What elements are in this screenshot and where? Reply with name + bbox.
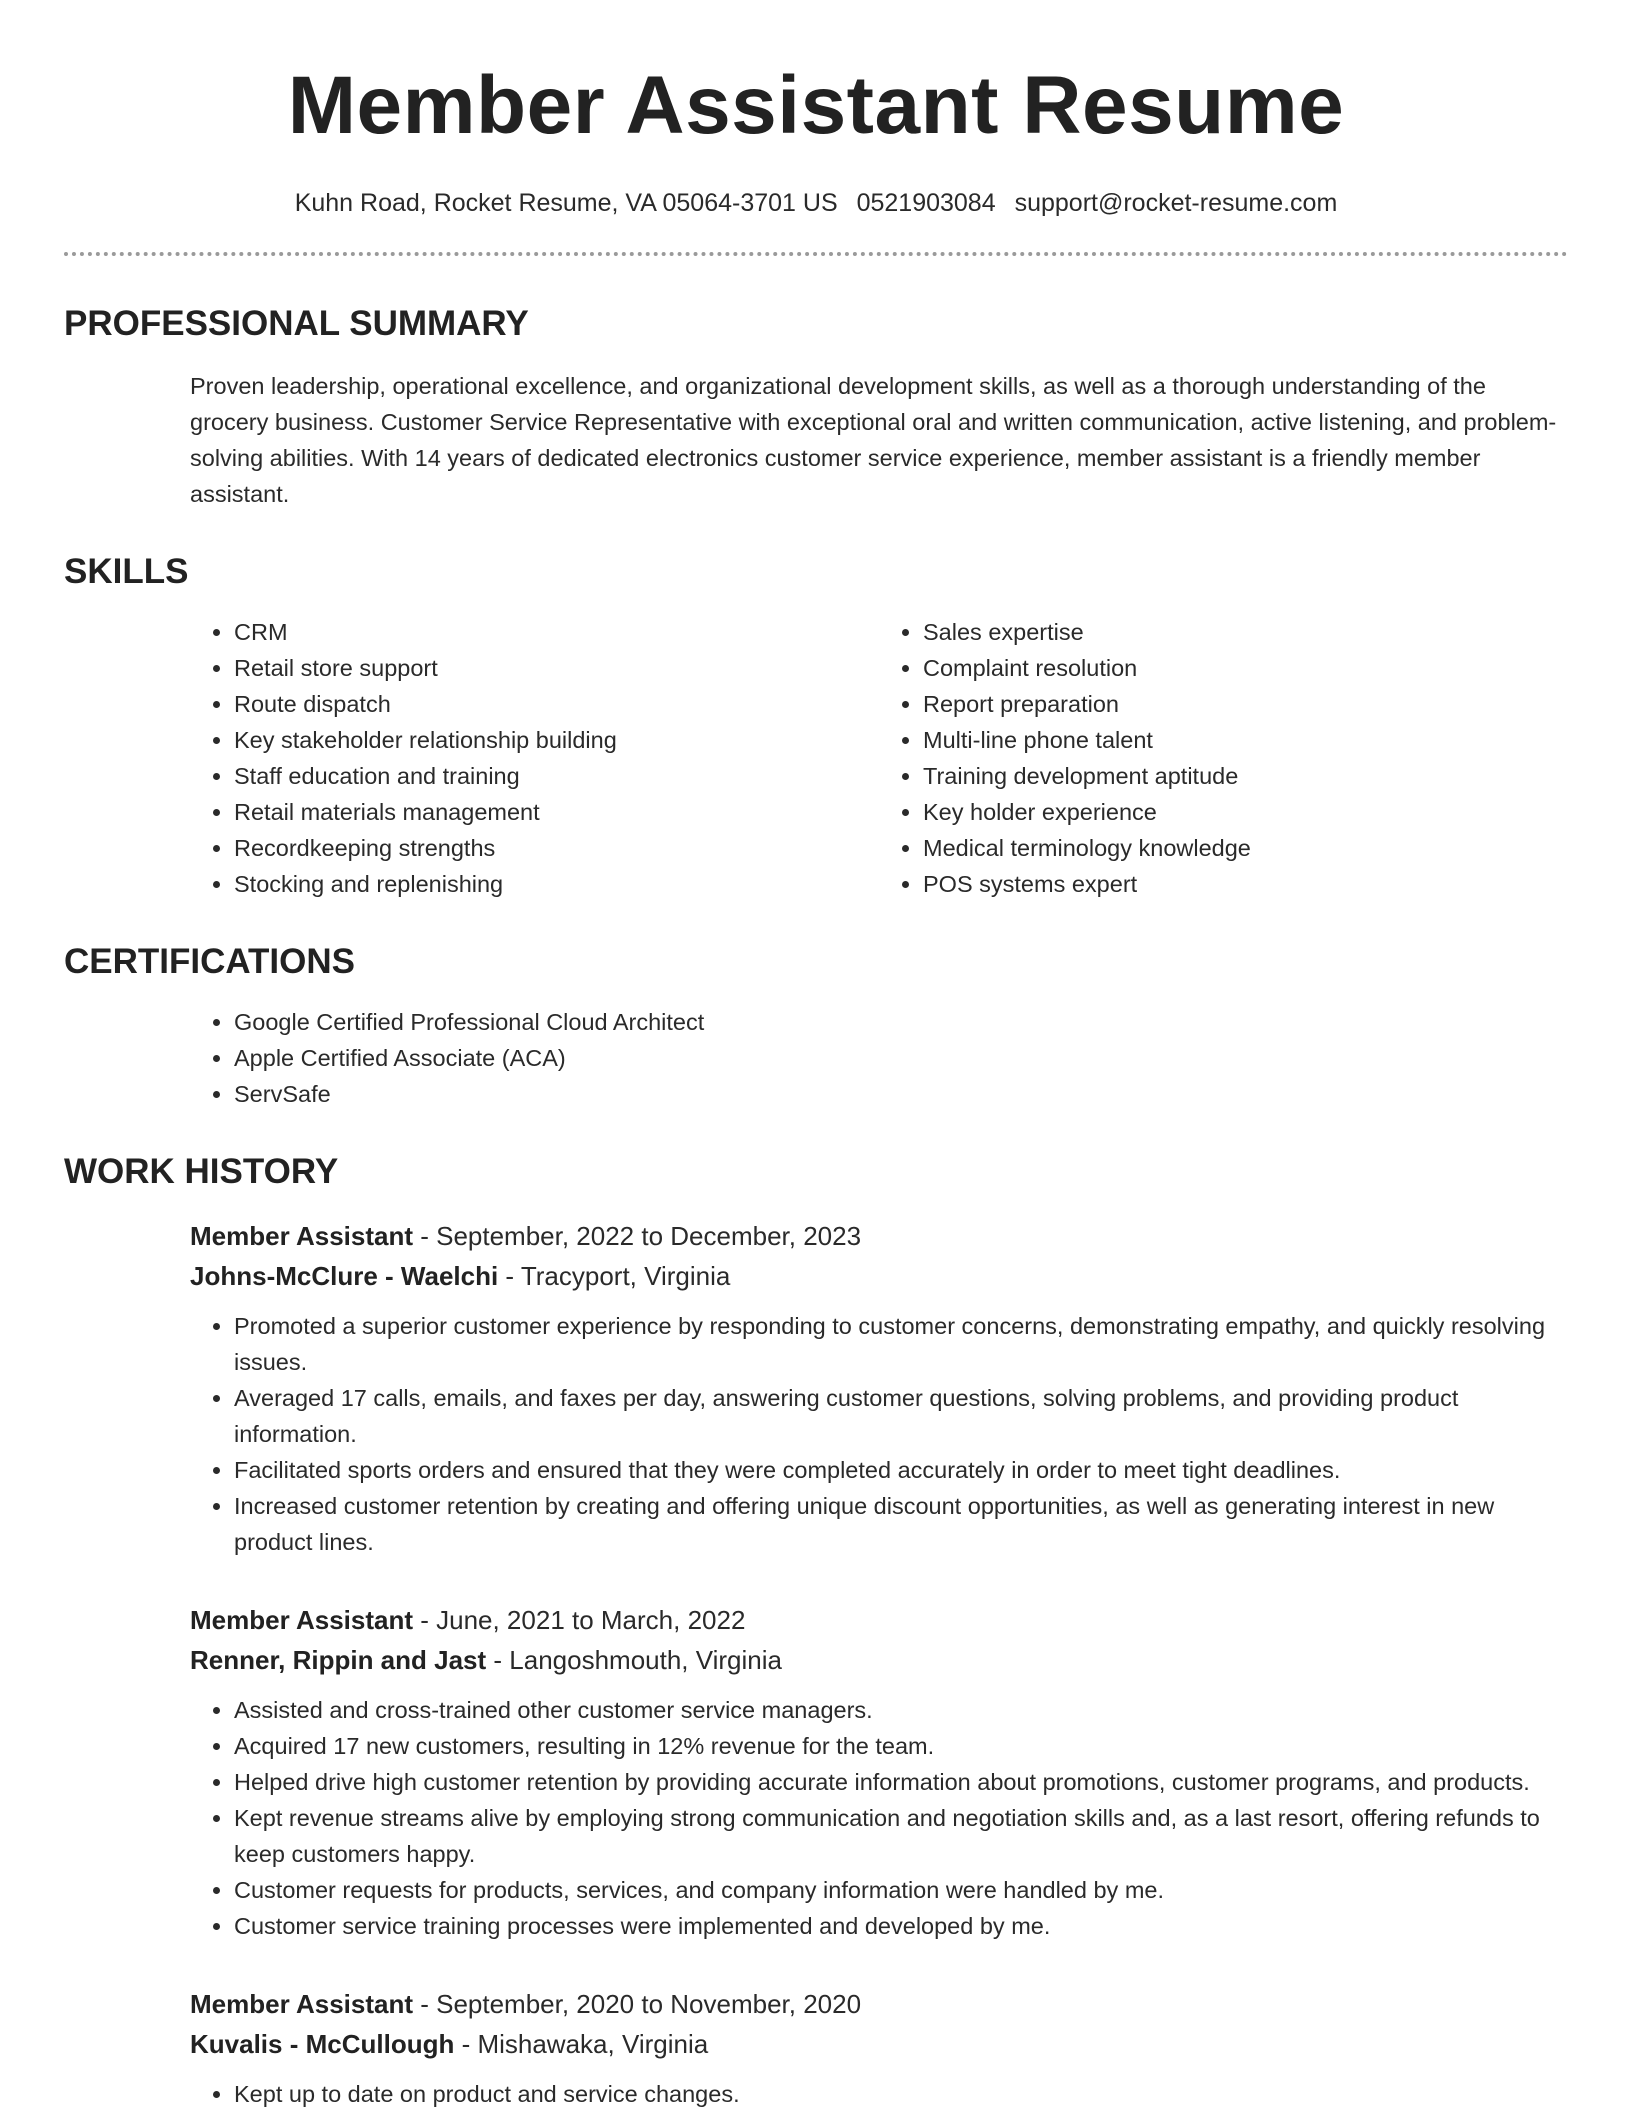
job-title: Member Assistant (190, 1221, 413, 1251)
work-history-heading: WORK HISTORY (64, 1152, 339, 1191)
contact-phone: 0521903084 (856, 189, 996, 217)
skill-item: • Training development aptitude (923, 758, 1568, 794)
job-bullet: • Helped drive high customer retention by providing accurate information about promotions, customer programs, and products. (234, 1764, 1568, 1800)
skill-item: • Staff education and training (234, 758, 879, 794)
skill-item: • Complaint resolution (923, 650, 1568, 686)
job-title: Member Assistant (190, 1989, 413, 2019)
job-dates: - September, 2020 to November, 2020 (413, 1989, 862, 2019)
job-bullets (190, 1308, 1568, 1560)
job-bullet: • Customer requests for products, services, and company information were handled by me. (234, 1872, 1568, 1908)
skill-item: • Medical terminology knowledge (923, 830, 1568, 866)
contact-address: Kuhn Road, Rocket Resume, VA 05064-3701 US (294, 189, 838, 217)
job-title-line (190, 1984, 1568, 2024)
certification-item: • ServSafe (234, 1076, 1568, 1112)
job-bullet: • Facilitated sports orders and ensured that they were completed accurately in order to meet tight deadlines. (234, 1452, 1568, 1488)
job-bullets (190, 1692, 1568, 1944)
skill-item: • Key holder experience (923, 794, 1568, 830)
skills-heading: SKILLS (64, 552, 189, 591)
skills-list-left (190, 614, 879, 902)
job-bullet: • Customer service training processes were implemented and developed by me. (234, 1908, 1568, 1944)
job-company: Johns-McClure - Waelchi (190, 1261, 499, 1291)
certifications-section (64, 940, 1568, 1112)
job-title-line (190, 1216, 1568, 1256)
job-bullet: • Assisted and cross-trained other customer service managers. (234, 1692, 1568, 1728)
job-location: - Mishawaka, Virginia (454, 2029, 709, 2059)
job-bullets (190, 2076, 1568, 2112)
skill-item: • Sales expertise (923, 614, 1568, 650)
job-bullet: • Averaged 17 calls, emails, and faxes per day, answering customer questions, solving problems, and providing product information. (234, 1380, 1568, 1452)
job-company-line (190, 1640, 1568, 1680)
skill-item: • Retail store support (234, 650, 879, 686)
skill-item: • CRM (234, 614, 879, 650)
skill-item: • Route dispatch (234, 686, 879, 722)
skill-item: • Key stakeholder relationship building (234, 722, 879, 758)
job-bullet: • Increased customer retention by creating and offering unique discount opportunities, as well as generating interest in new product lines. (234, 1488, 1568, 1560)
skill-item: • Retail materials management (234, 794, 879, 830)
job-bullet: • Kept revenue streams alive by employing strong communication and negotiation skills and, as a last resort, offering refunds to keep customers happy. (234, 1800, 1568, 1872)
contact-line (64, 186, 1568, 220)
certification-item: • Apple Certified Associate (ACA) (234, 1040, 1568, 1076)
job-title: Member Assistant (190, 1605, 413, 1635)
job-company-line (190, 1256, 1568, 1296)
summary-heading: PROFESSIONAL SUMMARY (64, 304, 529, 343)
job-entry (190, 1216, 1568, 1560)
job-title-line (190, 1600, 1568, 1640)
skill-item: • Stocking and replenishing (234, 866, 879, 902)
header-divider (64, 252, 1568, 256)
skills-list-right (879, 614, 1568, 902)
job-entry (190, 1600, 1568, 1944)
skill-item: • Recordkeeping strengths (234, 830, 879, 866)
job-dates: - September, 2022 to December, 2023 (413, 1221, 862, 1251)
job-company: Renner, Rippin and Jast (190, 1645, 487, 1675)
job-company-line (190, 2024, 1568, 2064)
job-dates: - June, 2021 to March, 2022 (413, 1605, 746, 1635)
job-location: - Tracyport, Virginia (498, 1261, 731, 1291)
job-company: Kuvalis - McCullough (190, 2029, 455, 2059)
job-entry (190, 1984, 1568, 2112)
certification-item: • Google Certified Professional Cloud Architect (234, 1004, 1568, 1040)
work-history-section (64, 1150, 1568, 2112)
job-bullet: • Kept up to date on product and service changes. (234, 2076, 1568, 2112)
skill-item: • POS systems expert (923, 866, 1568, 902)
certifications-heading: CERTIFICATIONS (64, 942, 356, 981)
job-bullet: • Promoted a superior customer experience by responding to customer concerns, demonstrating empathy, and quickly resolving issues. (234, 1308, 1568, 1380)
job-location: - Langoshmouth, Virginia (486, 1645, 782, 1675)
certifications-list (190, 1004, 1568, 1112)
contact-email: support@rocket-resume.com (1014, 189, 1338, 217)
resume-title: Member Assistant Resume (287, 60, 1345, 151)
skills-section (64, 550, 1568, 902)
skill-item: • Report preparation (923, 686, 1568, 722)
summary-text: Proven leadership, operational excellence, and organizational development skills, as well as a thorough understanding of the grocery business. Customer Service Representative with exceptional oral and written communication, active listening, and problem-solving abilities. With 14 years of dedicated electronics customer service experience, member assistant is a friendly member assistant. (190, 373, 1557, 507)
skill-item: • Multi-line phone talent (923, 722, 1568, 758)
summary-section (64, 302, 1568, 512)
job-bullet: • Acquired 17 new customers, resulting in 12% revenue for the team. (234, 1728, 1568, 1764)
